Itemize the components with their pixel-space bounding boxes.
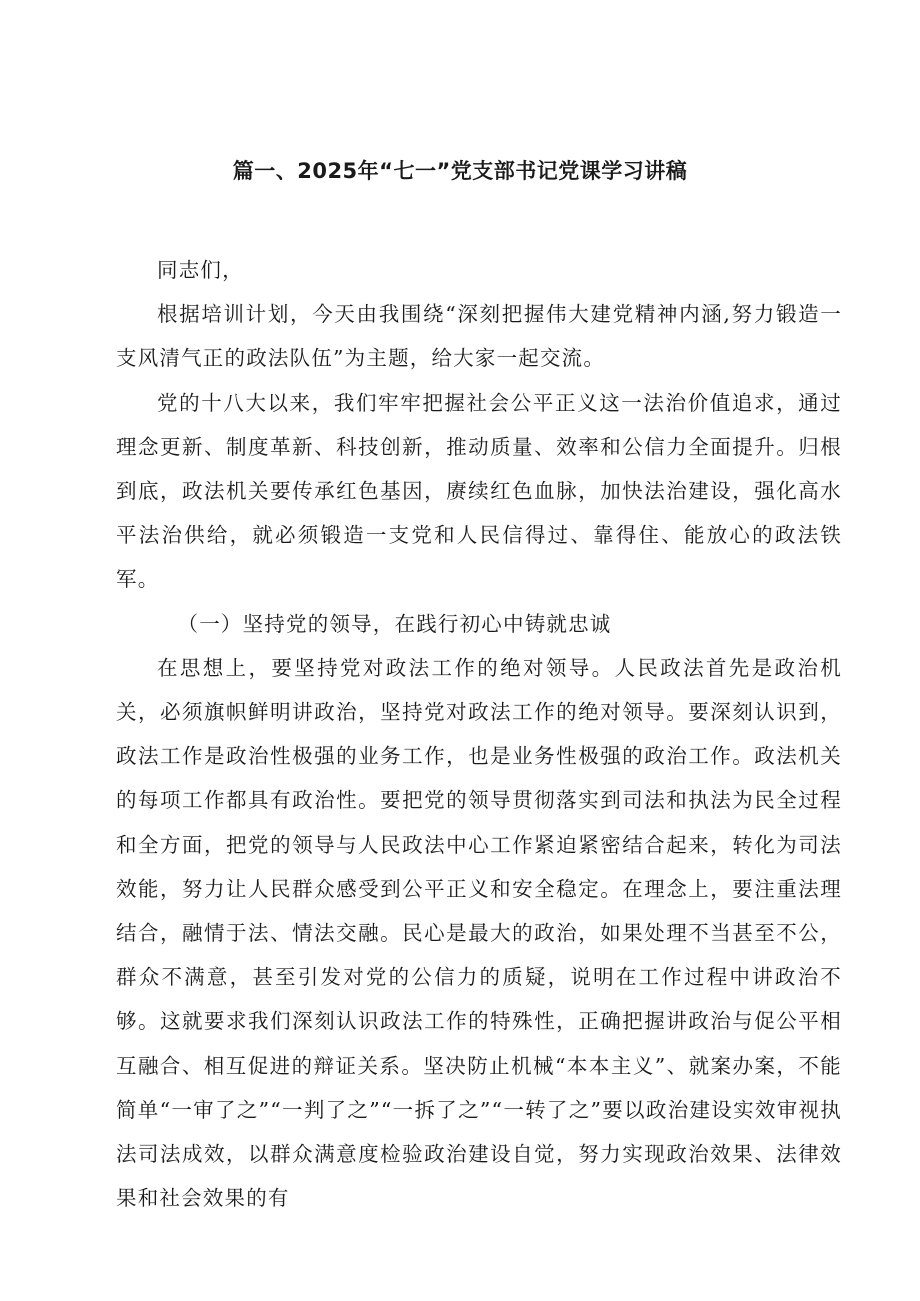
section-heading: （一）坚持党的领导，在践行初心中铸就忠诚 <box>177 611 612 636</box>
document-title: 篇一、2025年“七一”党支部书记党课学习讲稿 <box>232 159 688 183</box>
document-body <box>116 248 842 1220</box>
background-paragraph: 党的十八大以来，我们牢牢把握社会公平正义这一法治价值追求，通过理念更新、制度革新、科技创新，推动质量、效率和公信力全面提升。归根到底，政法机关要传承红色基因，赓续红色血脉，加快法治建设，强化高水平法治供给，就必须锻造一支党和人民信得过、靠得住、能放心的政法铁军。 <box>116 390 842 592</box>
intro-paragraph: 根据培训计划，今天由我围绕“深刻把握伟大建党精神内涵,努力锻造一支风清气正的政法队伍”为主题，给大家一起交流。 <box>116 302 842 371</box>
section-body-paragraph: 在思想上，要坚持党对政法工作的绝对领导。人民政法首先是政治机关，必须旗帜鲜明讲政治，坚持党对政法工作的绝对领导。要深刻认识到，政法工作是政治性极强的业务工作，也是业务性极强的政治工作。政法机关的每项工作都具有政治性。要把党的领导贯彻落实到司法和执法为民全过程和全方面，把党的领导与人民政法中心工作紧迫紧密结合起来，转化为司法效能，努力让人民群众感受到公平正义和安全稳定。在理念上，要注重法理结合，融情于法、情法交融。民心是最大的政治，如果处理不当甚至不公，群众不满意，甚至引发对党的公信力的质疑，说明在工作过程中讲政治不够。这就要求我们深刻认识政法工作的特殊性，正确把握讲政治与促公平相互融合、相互促进的辩证关系。坚决防止机械“本本主义”、就案办案，不能简单“一审了之”“一判了之”“一拆了之”“一转了之”要以政治建设实效审视执法司法成效，以群众满意度检验政治建设自觉，努力实现政治效果、法律效果和社会效果的有 <box>116 655 842 1211</box>
salutation-paragraph: 同志们， <box>157 258 244 282</box>
